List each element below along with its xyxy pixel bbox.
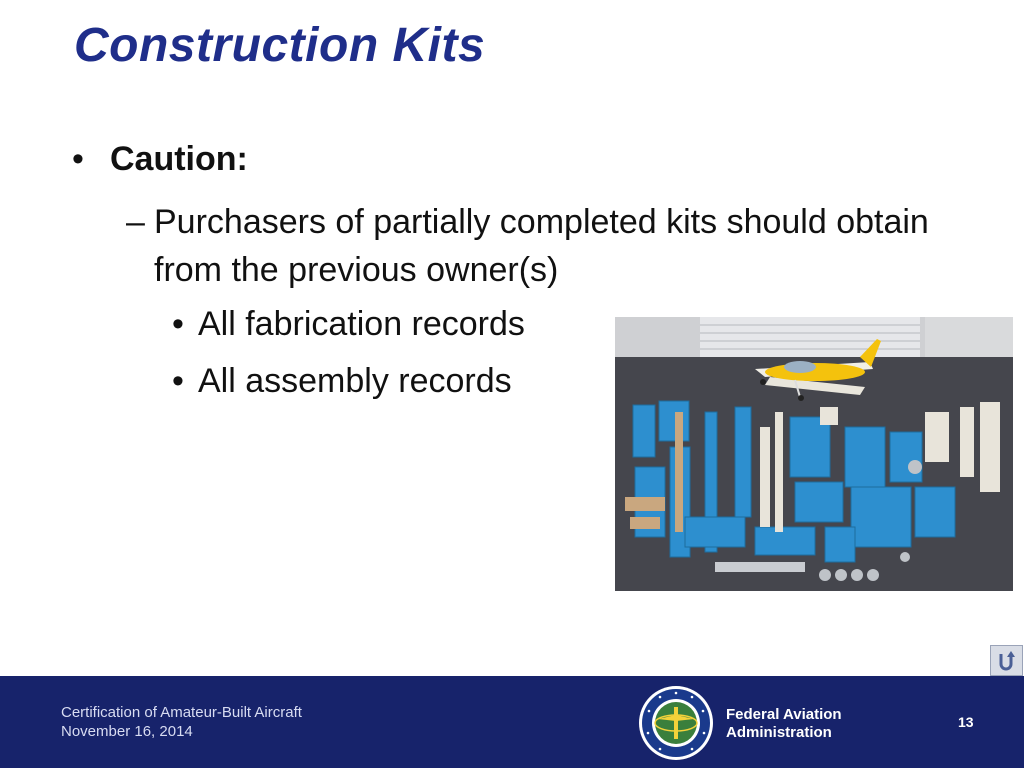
bullet-dot: •	[172, 305, 184, 343]
footer-bar	[0, 676, 1024, 768]
bullet-dash: –	[126, 203, 145, 241]
list-item-assembly	[172, 362, 512, 401]
bullet-caution	[72, 140, 248, 179]
list-item-label: All assembly records	[198, 362, 512, 400]
bullet-dot: •	[172, 362, 184, 400]
agency-name-line2: Administration	[726, 724, 832, 741]
faa-seal-icon	[638, 685, 714, 761]
course-title: Certification of Amateur-Built Aircraft	[61, 704, 302, 721]
slide-title: Construction Kits	[74, 19, 486, 72]
agency-name-line1: Federal Aviation	[726, 706, 842, 723]
kit-parts-photo	[615, 317, 1013, 591]
bullet-caution-label: Caution:	[110, 140, 248, 178]
return-arrow-icon[interactable]	[990, 645, 1023, 676]
list-item-fabrication	[172, 305, 525, 344]
agency-name	[726, 706, 842, 742]
page-number: 13	[958, 714, 974, 730]
sub-bullet-purchasers	[126, 198, 966, 294]
footer-course-info	[61, 703, 302, 741]
list-item-label: All fabrication records	[198, 305, 525, 343]
sub-bullet-text: Purchasers of partially completed kits should obtain from the previous owner(s)	[154, 203, 929, 289]
bullet-dot: •	[72, 140, 84, 178]
presentation-date: November 16, 2014	[61, 723, 193, 740]
